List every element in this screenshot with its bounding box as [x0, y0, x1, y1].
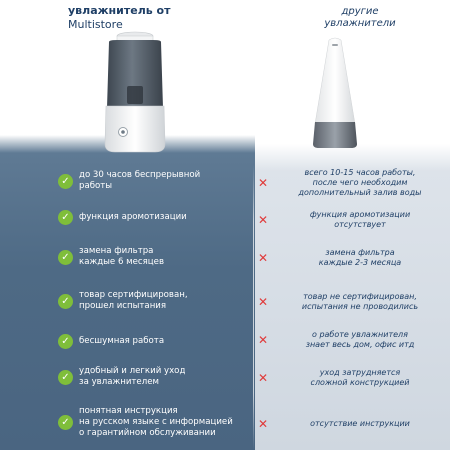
left-feature-aroma	[58, 210, 248, 225]
right-feature-filter	[258, 248, 446, 268]
left-brand-line: Multistore	[68, 18, 123, 31]
feature-line: после чего необходим	[312, 178, 408, 187]
feature-text	[274, 368, 446, 388]
feature-line: функция аромотизации	[309, 210, 411, 219]
right-feature-manual	[258, 418, 446, 430]
cross-icon: ✕	[258, 176, 269, 190]
feature-line: товар не сертифицирован,	[303, 292, 417, 301]
cross-icon: ✕	[258, 295, 269, 309]
feature-line: дополнительный залив воды	[298, 188, 422, 197]
feature-line: отсутствие инструкции	[310, 419, 410, 428]
feature-line: бесшумная работа	[79, 336, 165, 346]
left-feature-silent	[58, 334, 248, 349]
feature-line: замена фильтра	[79, 246, 154, 256]
feature-line: о гарантийном обслуживании	[79, 428, 216, 438]
feature-text	[79, 170, 200, 192]
feature-line: замена фильтра	[325, 248, 395, 257]
feature-line: до 30 часов беспрерывной	[79, 170, 201, 180]
feature-line: каждые 2-3 месяца	[318, 258, 402, 267]
feature-text	[79, 212, 187, 223]
right-feature-noise	[258, 330, 446, 350]
column-divider	[253, 165, 254, 450]
left-feature-filter	[58, 246, 248, 268]
feature-line: каждые 6 месяцев	[79, 257, 165, 267]
cross-icon: ✕	[258, 251, 269, 265]
right-feature-care	[258, 368, 446, 388]
cross-icon: ✕	[258, 417, 269, 431]
feature-text	[274, 292, 446, 312]
check-icon: ✓	[58, 415, 73, 430]
feature-line: уход затрудняется	[319, 368, 401, 377]
feature-line: работы	[79, 181, 113, 191]
feature-line: всего 10-15 часов работы,	[304, 168, 416, 177]
left-title-line: увлажнитель от	[68, 4, 171, 17]
cross-icon: ✕	[258, 213, 269, 227]
left-feature-manual	[58, 406, 248, 439]
feature-text	[274, 330, 446, 350]
left-feature-runtime	[58, 170, 248, 192]
feature-line: функция аромотизации	[79, 212, 187, 222]
feature-line: товар сертифицирован,	[79, 290, 188, 300]
feature-line: отсутствует	[334, 220, 386, 229]
right-column-title	[300, 6, 420, 30]
feature-text	[79, 406, 233, 439]
left-feature-certified	[58, 290, 248, 312]
right-title-line1: другие	[341, 6, 379, 17]
feature-text	[274, 210, 446, 230]
feature-line: сложной конструкцией	[310, 378, 410, 387]
right-feature-certified	[258, 292, 446, 312]
feature-text	[274, 419, 446, 429]
right-feature-aroma	[258, 210, 446, 230]
feature-line: на русском языке с информацией	[79, 417, 233, 427]
check-icon: ✓	[58, 334, 73, 349]
feature-line: знает весь дом, офис итд	[305, 340, 415, 349]
feature-text	[79, 366, 185, 388]
right-feature-runtime	[258, 168, 446, 198]
feature-text	[79, 336, 164, 347]
right-title-line2: увлажнители	[324, 18, 396, 29]
feature-text	[79, 246, 164, 268]
check-icon: ✓	[58, 174, 73, 189]
check-icon: ✓	[58, 250, 73, 265]
feature-line: удобный и легкий уход	[79, 366, 186, 376]
feature-text	[79, 290, 188, 312]
check-icon: ✓	[58, 294, 73, 309]
feature-text	[274, 248, 446, 268]
feature-line: понятная инструкция	[79, 406, 178, 416]
multistore-humidifier-image	[93, 28, 177, 158]
feature-line: испытания не проводились	[301, 302, 419, 311]
left-feature-care	[58, 366, 248, 388]
feature-line: прошел испытания	[79, 301, 167, 311]
check-icon: ✓	[58, 370, 73, 385]
feature-text	[274, 168, 446, 198]
cross-icon: ✕	[258, 333, 269, 347]
cross-icon: ✕	[258, 371, 269, 385]
check-icon: ✓	[58, 210, 73, 225]
competitor-humidifier-image	[305, 36, 365, 152]
feature-line: о работе увлажнителя	[312, 330, 408, 339]
feature-line: за увлажнителем	[79, 377, 159, 387]
